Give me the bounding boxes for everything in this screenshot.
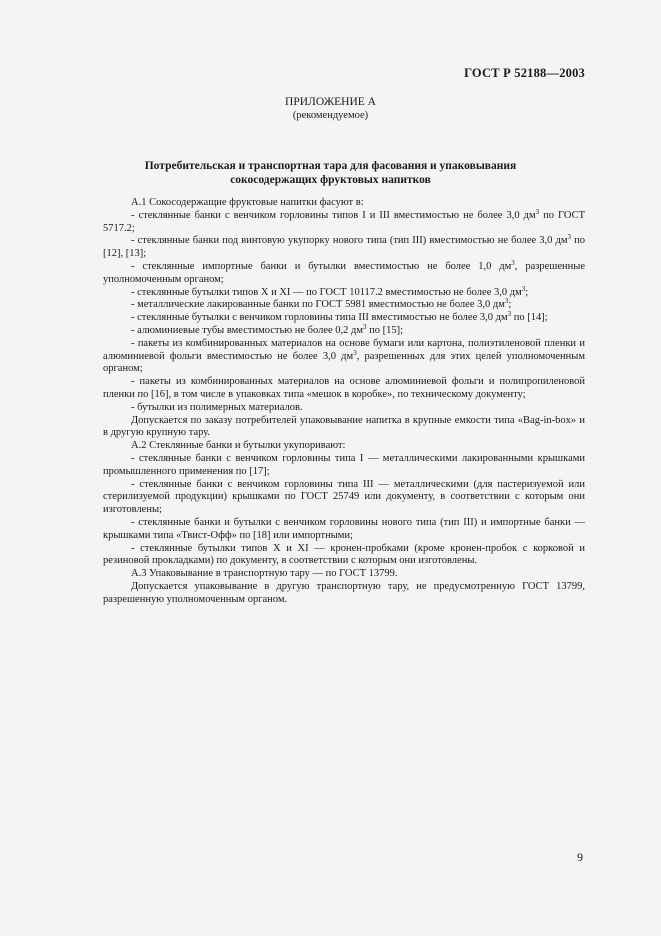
paragraph: - стеклянные банки и бутылки с венчиком горловины нового типа (тип III) и импортные банки — крышками типа «Твист-Офф» по [18] или импортными; (103, 516, 585, 541)
document-header: ГОСТ Р 52188—2003 (464, 66, 585, 80)
document-body (103, 197, 585, 607)
paragraph: - стеклянные банки под винтовую укупорку нового типа (тип III) вместимостью не более 3,0 $дм^3$ по [12], [13]; (103, 233, 585, 260)
section-title-line2: сокосодержащих фруктовых напитков (230, 174, 431, 186)
paragraph: - стеклянные банки с венчиком горловины типа I — металлическими лакированными крышками промышленного применения по [17]; (103, 452, 585, 477)
paragraph: - бутылки из полимерных материалов. (131, 401, 303, 413)
paragraph: А.1 Сокосодержащие фруктовые напитки фасуют в: (131, 197, 364, 208)
paragraph: - алюминиевые тубы вместимостью не более 0,2 $дм^3$ по [15]; (131, 322, 404, 336)
section-title-line1: Потребительская и транспортная тара для фасования и упаковывания (144, 160, 517, 172)
paragraph: А.2 Стеклянные банки и бутылки укупоривают: (131, 440, 346, 452)
paragraph: - стеклянные бутылки с венчиком горловины типа III вместимостью не более 3,0 $дм^3$ по [14]; (131, 310, 548, 324)
paragraph: - пакеты из комбинированных материалов на основе алюминиевой фольги и полипропиленовой пленки по [16], в том числе в упаковках типа «мешок в коробке», по техническому документу; (103, 376, 585, 400)
paragraph: - пакеты из комбинированных материалов на основе бумаги или картона, полиэтиленовой пленки и алюминиевой фольги вместимостью не более 3,0 $дм^3$, разрешенных для этих целей уполномоченным органом; (103, 337, 585, 375)
paragraph: - стеклянные бутылки типов X и XI — по ГОСТ 10117.2 вместимостью не более 3,0 $дм^3$; (131, 284, 529, 298)
paragraph: Допускается упаковывание в другую транспортную тару, не предусмотренную ГОСТ 13799, разрешенную уполномоченным органом. (103, 580, 585, 605)
page-number: 9 (577, 850, 583, 864)
paragraph: - стеклянные импортные банки и бутылки вместимостью не более 1,0 $дм^3$, разрешенные уполномоченным органом; (103, 258, 585, 285)
appendix-title: ПРИЛОЖЕНИЕ А (285, 96, 376, 108)
appendix-subtitle: (рекомендуемое) (292, 110, 369, 121)
section-title (0, 159, 661, 187)
appendix-heading (0, 96, 661, 122)
paragraph: - стеклянные банки с венчиком горловины типов I и III вместимостью не более 3,0 $дм^3$ по ГОСТ 5717.2; (103, 207, 585, 234)
paragraph: - стеклянные банки с венчиком горловины типа III — металлическими (для пастеризуемой или стерилизуемой продукции) крышками по ГОСТ 25749 или документу, в соответствии с которым они изготовлены; (103, 478, 585, 516)
paragraph: Допускается по заказу потребителей упаковывание напитка в крупные емкости типа «Bag-in-box» и в другую крупную тару. (103, 414, 585, 439)
paragraph: - стеклянные бутылки типов X и XI — кронен-пробками (кроме кронен-пробок с корковой и резиновой прокладками) по документу, в соответствии с которым они изготовлены. (103, 542, 585, 567)
paragraph: - металлические лакированные банки по ГОСТ 5981 вместимостью не более 3,0 $дм^3$; (131, 297, 512, 311)
paragraph: А.3 Упаковывание в транспортную тару — по ГОСТ 13799. (131, 568, 398, 580)
